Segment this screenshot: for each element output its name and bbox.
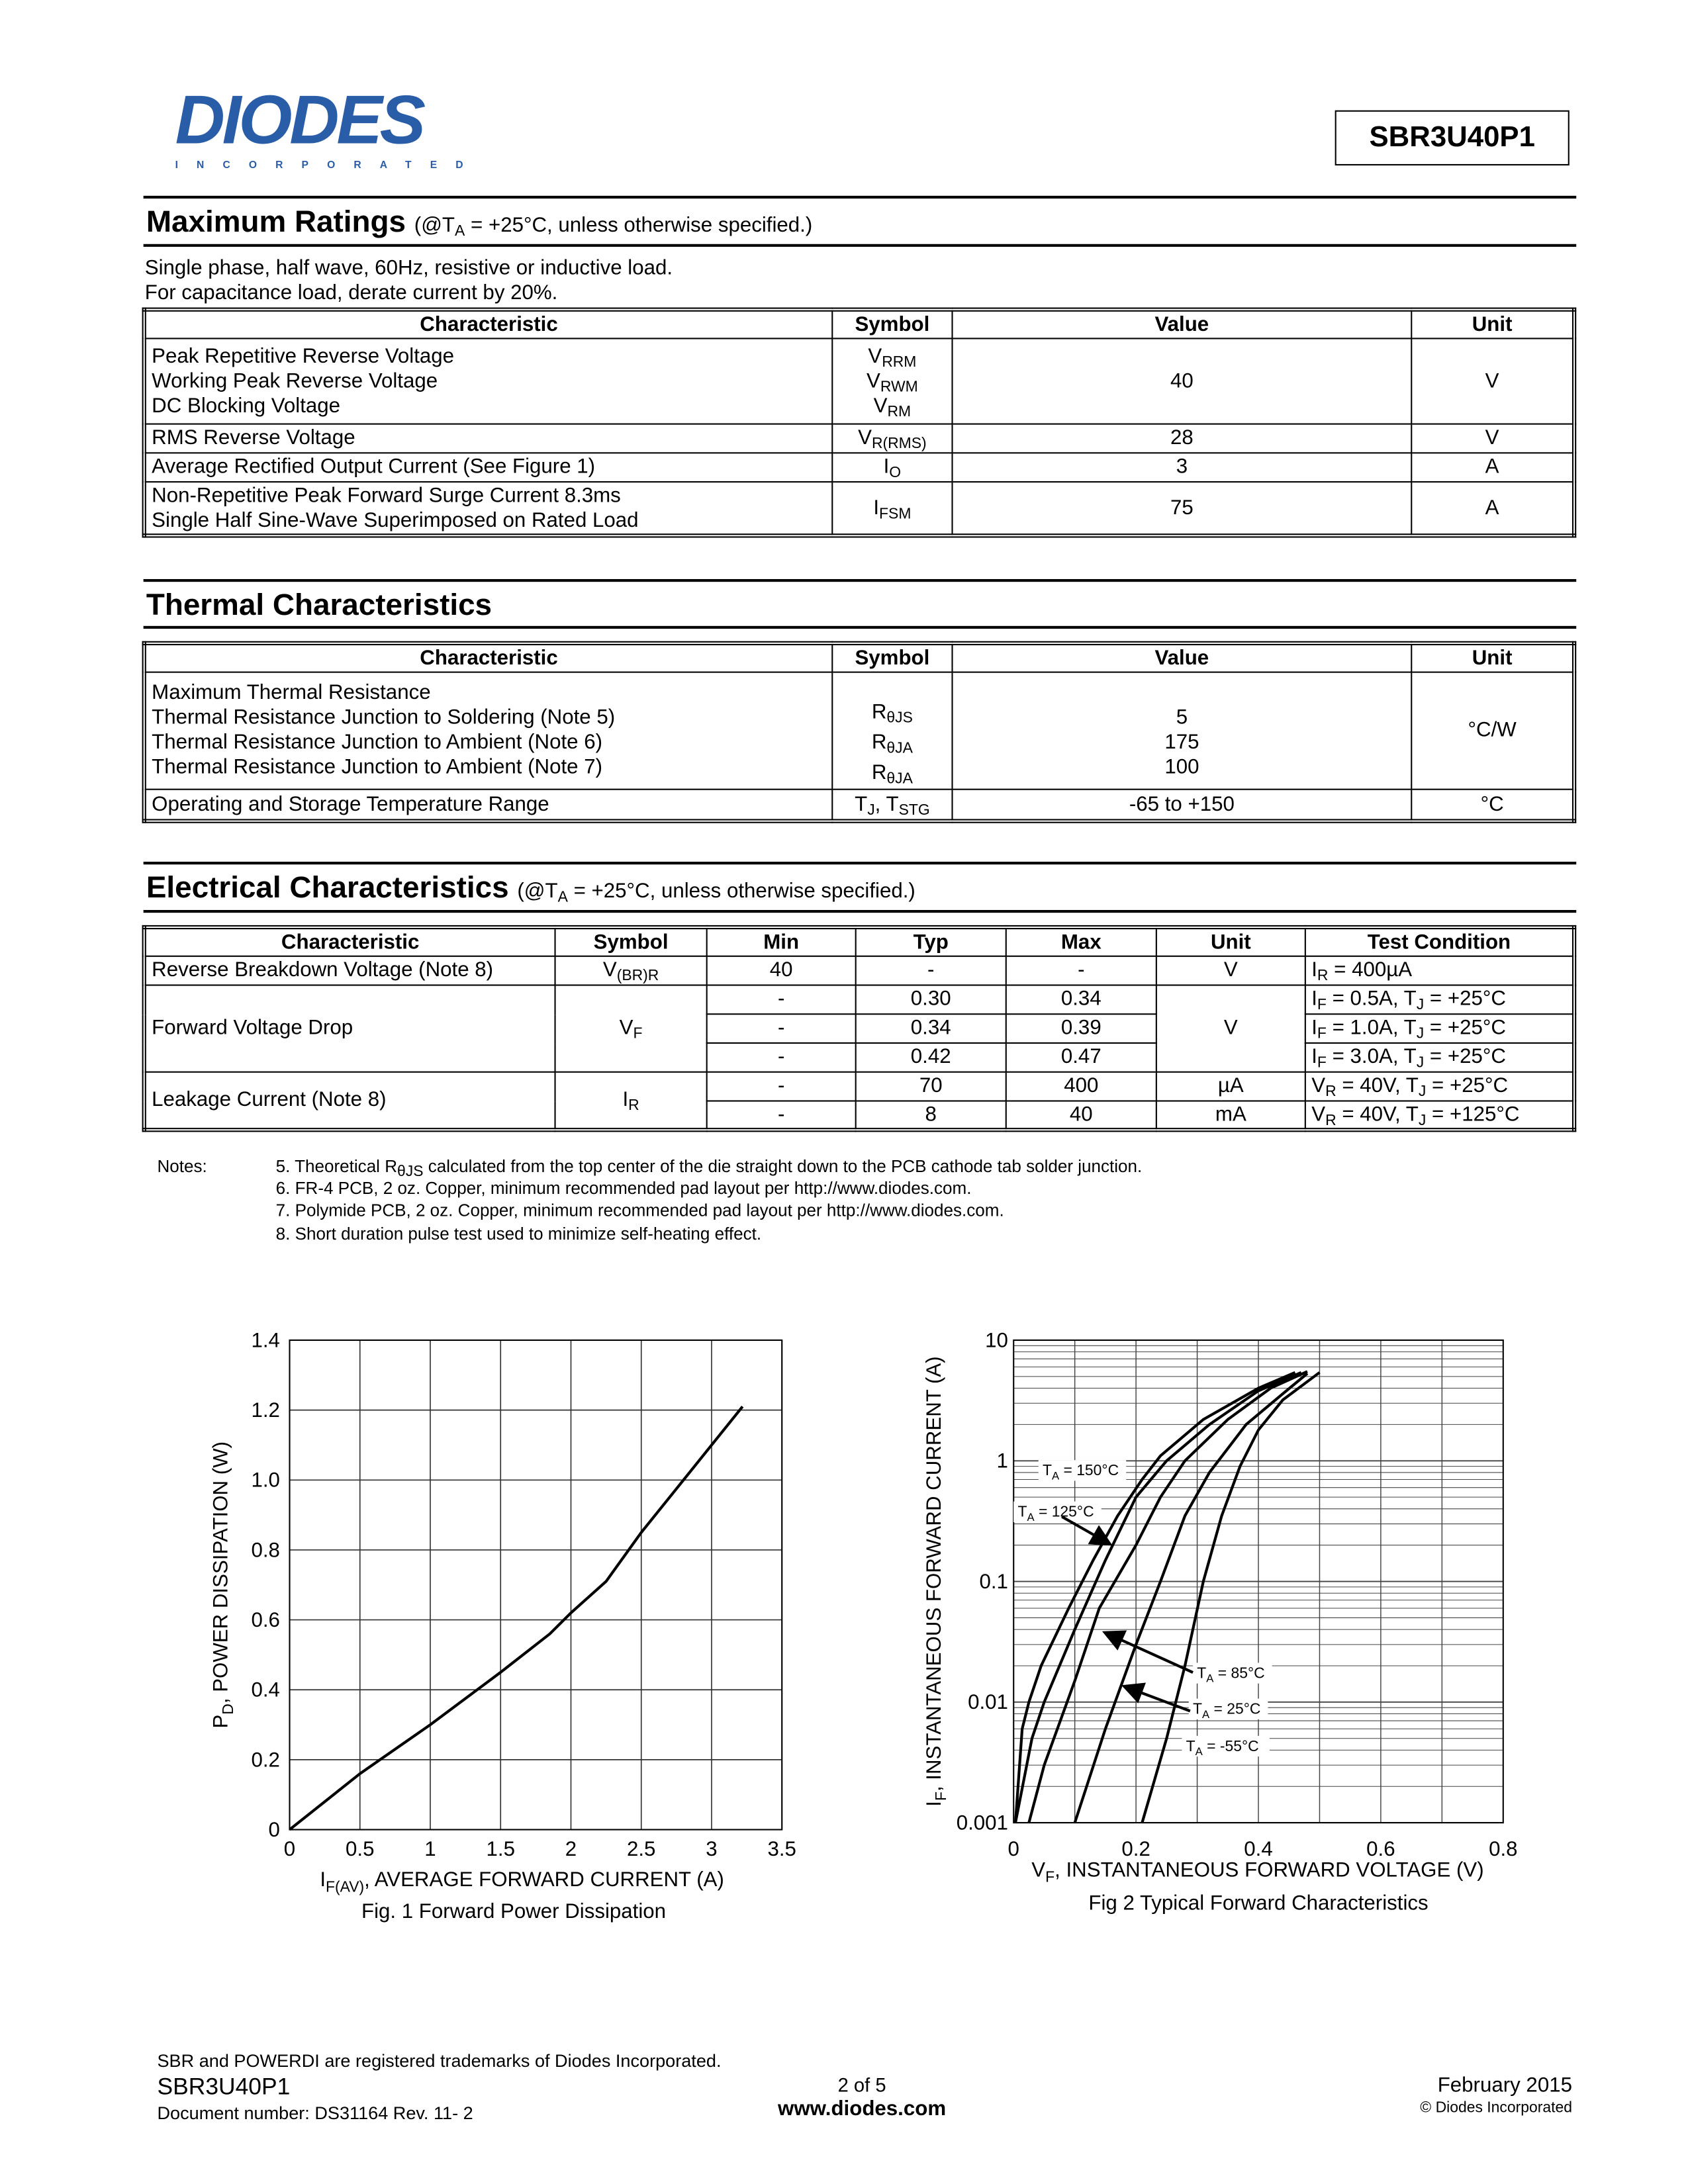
- sym: R: [871, 760, 887, 785]
- col-header: Symbol: [832, 643, 952, 672]
- footer-part: SBR3U40P1: [157, 2073, 291, 2100]
- divider: [144, 244, 1577, 247]
- divider: [144, 626, 1577, 629]
- note-text: 7. Polymide PCB, 2 oz. Copper, minimum recommended pad layout per http://www.diodes.com.: [275, 1201, 1004, 1221]
- col-header: Max: [1006, 927, 1156, 956]
- sym-sub: R: [628, 1097, 639, 1115]
- col-header: Unit: [1411, 643, 1574, 672]
- y-tick-label: 10: [985, 1328, 1008, 1352]
- sym-sub: θJA: [886, 770, 913, 788]
- footer-url-link[interactable]: www.diodes.com: [778, 2097, 947, 2121]
- fig1-power-dissipation-chart: [207, 1317, 827, 1937]
- unit-cell: °C: [1411, 790, 1574, 821]
- sym-sub: R: [1317, 968, 1329, 985]
- col-header: Unit: [1411, 310, 1574, 339]
- sub: J: [1418, 1083, 1427, 1101]
- x-tick-label: 3.5: [767, 1837, 796, 1861]
- col-header: Value: [953, 310, 1412, 339]
- characteristic-cell: [144, 338, 833, 424]
- x-tick-label: 0.5: [346, 1837, 375, 1861]
- unit-cell: V: [1411, 424, 1574, 453]
- diodes-logo: [175, 81, 482, 171]
- min-cell: -: [707, 1072, 856, 1101]
- max-cell: 0.39: [1006, 1014, 1156, 1043]
- x-tick-label: 3: [706, 1837, 718, 1861]
- symbol-cell: [555, 985, 707, 1072]
- y-tick-label: 0.1: [979, 1569, 1008, 1593]
- text: = 1.0A, T: [1326, 1016, 1417, 1040]
- note-sub: θJS: [397, 1163, 424, 1181]
- col-header: Min: [707, 927, 856, 956]
- section-title-electrical: [146, 870, 915, 906]
- sym-sub: (BR)R: [616, 968, 659, 985]
- sym-sub: R(RMS): [871, 435, 927, 453]
- table-row: [144, 338, 1574, 424]
- col-header: Test Condition: [1305, 927, 1574, 956]
- divider: [144, 910, 1577, 913]
- table-header-row: [144, 927, 1574, 956]
- typ-cell: 0.34: [856, 1014, 1006, 1043]
- symbol-cell: [832, 482, 952, 535]
- sym-sub: R: [1325, 1112, 1336, 1129]
- note-line: Single phase, half wave, 60Hz, resistive or inductive load.: [144, 256, 673, 280]
- value-cell: [953, 672, 1412, 790]
- y-axis-label: $P_D$, POWER DISSIPATION (W): [209, 1441, 237, 1729]
- footer-date: February 2015: [1437, 2073, 1572, 2097]
- sym-sub: FSM: [879, 505, 912, 522]
- text: = 400µA: [1328, 958, 1413, 982]
- sym: I: [1311, 987, 1317, 1011]
- text: = 0.5A, T: [1326, 987, 1417, 1011]
- sym: I: [1311, 1045, 1317, 1069]
- text: = 40V, T: [1336, 1102, 1419, 1126]
- electrical-table: [142, 925, 1577, 1132]
- value-cell: 3: [953, 453, 1412, 482]
- sym: I: [1311, 1016, 1317, 1040]
- note-item: [275, 1156, 1143, 1181]
- section-title-max-ratings: [146, 204, 812, 240]
- table-row: [144, 453, 1574, 482]
- x-axis-label: $I_{F(AV)}$, AVERAGE FORWARD CURRENT (A): [320, 1867, 724, 1895]
- y-tick-label: 1.2: [251, 1398, 280, 1422]
- notes-list: [276, 1156, 1143, 1245]
- note-text: 6. FR-4 PCB, 2 oz. Copper, minimum recommended pad layout per http://www.diodes.com.: [275, 1179, 972, 1199]
- trademark-note: SBR and POWERDI are registered trademarks of Diodes Incorporated.: [157, 2050, 722, 2071]
- sym: V: [602, 958, 617, 982]
- typ-cell: 70: [856, 1072, 1006, 1101]
- characteristic-cell: [144, 672, 833, 790]
- col-header: Unit: [1156, 927, 1305, 956]
- figure-caption: Fig 2 Typical Forward Characteristics: [1088, 1891, 1429, 1915]
- max-cell: 0.34: [1006, 985, 1156, 1015]
- x-tick-label: 0.4: [1244, 1837, 1273, 1861]
- max-cell: 0.47: [1006, 1043, 1156, 1072]
- table-row: [144, 482, 1574, 535]
- text: Thermal Resistance Junction to Soldering (Note 5): [152, 705, 616, 730]
- characteristic-cell: [144, 482, 833, 535]
- figure-caption: Fig. 1 Forward Power Dissipation: [361, 1899, 667, 1923]
- text: Thermal Resistance Junction to Ambient (Note 7): [152, 755, 603, 780]
- thermal-table: [142, 641, 1577, 823]
- note-text: calculated from the top center of the die straight down to the PCB cathode tab solder junction.: [423, 1156, 1143, 1177]
- test-condition-cell: [1305, 1101, 1574, 1130]
- footer-page: 2 of 5: [837, 2073, 886, 2096]
- sym-sub: RWM: [880, 378, 918, 395]
- min-cell: -: [707, 985, 856, 1015]
- sym-sub: F: [1317, 997, 1327, 1014]
- col-header: Characteristic: [144, 643, 833, 672]
- value: 5: [1176, 705, 1188, 730]
- text: Working Peak Reverse Voltage: [152, 369, 438, 392]
- x-tick-label: 0: [1008, 1837, 1019, 1861]
- x-tick-label: 0.2: [1121, 1837, 1150, 1861]
- series-label: $T_A = 85^\circ C$: [1197, 1664, 1265, 1685]
- y-tick-label: 0.2: [251, 1748, 280, 1772]
- sym: V: [867, 369, 880, 392]
- sym-sub: RRM: [882, 353, 917, 371]
- unit-cell: µA: [1156, 1072, 1305, 1101]
- arrow-icon: [1105, 1633, 1193, 1672]
- table-header-row: [144, 310, 1574, 339]
- characteristic-cell: Reverse Breakdown Voltage (Note 8): [144, 956, 555, 985]
- y-tick-label: 0: [268, 1817, 280, 1841]
- text: = +25°C: [1426, 1073, 1509, 1098]
- symbol-cell: [832, 338, 952, 424]
- y-tick-label: 1: [996, 1449, 1008, 1473]
- series-line-pd: [289, 1406, 742, 1829]
- max-cell: 400: [1006, 1072, 1156, 1101]
- x-tick-label: 0.6: [1366, 1837, 1395, 1861]
- table-row: [144, 672, 1574, 790]
- series-label: $T_A = 125^\circ C$: [1017, 1502, 1094, 1524]
- note-item: [276, 1200, 1143, 1222]
- sym: V: [873, 393, 888, 418]
- sym: V: [1311, 1073, 1326, 1098]
- divider: [144, 862, 1577, 864]
- col-header: Symbol: [832, 310, 952, 339]
- sym: I: [622, 1087, 629, 1112]
- y-tick-label: 0.01: [968, 1690, 1008, 1714]
- test-condition-cell: [1305, 1014, 1574, 1043]
- cond-pre: (@T: [517, 880, 558, 903]
- y-tick-label: 1.4: [251, 1328, 280, 1352]
- text: = +25°C: [1424, 987, 1506, 1011]
- value-cell: 75: [953, 482, 1412, 535]
- note-line: For capacitance load, derate current by 20%.: [144, 281, 558, 305]
- max-cell: -: [1006, 956, 1156, 985]
- typ-cell: 8: [856, 1101, 1006, 1130]
- x-tick-label: 0: [283, 1837, 296, 1861]
- typ-cell: 0.42: [856, 1043, 1006, 1072]
- text: = 3.0A, T: [1326, 1045, 1417, 1069]
- sym: , T: [874, 792, 899, 816]
- x-tick-label: 1.5: [486, 1837, 515, 1861]
- plot-frame: [289, 1340, 782, 1830]
- y-tick-label: 0.4: [251, 1678, 280, 1702]
- sym: V: [1311, 1102, 1326, 1126]
- note-item: [276, 1222, 1143, 1245]
- typ-cell: -: [856, 956, 1006, 985]
- unit-cell: V: [1411, 338, 1574, 424]
- test-condition-cell: [1305, 985, 1574, 1015]
- sym-sub: R: [1325, 1083, 1336, 1101]
- unit-cell: °C/W: [1411, 672, 1574, 790]
- min-cell: 40: [707, 956, 856, 985]
- logo-subtext: INCORPORATED: [175, 158, 482, 171]
- condition: [414, 213, 813, 240]
- cond-post: = +25°C, unless otherwise specified.): [465, 213, 813, 238]
- test-condition-cell: [1305, 1043, 1574, 1072]
- value-cell: 40: [953, 338, 1412, 424]
- table-row: [144, 985, 1574, 1015]
- symbol-cell: [555, 1072, 707, 1130]
- series-label: $T_A = 25^\circ C$: [1193, 1700, 1261, 1721]
- part-number-box: SBR3U40P1: [1335, 111, 1570, 165]
- sym: I: [1311, 958, 1317, 982]
- text: = +25°C: [1424, 1016, 1506, 1040]
- divider: [144, 579, 1577, 582]
- min-cell: -: [707, 1101, 856, 1130]
- characteristic-cell: RMS Reverse Voltage: [144, 424, 833, 453]
- sub: J: [1416, 997, 1425, 1014]
- symbol-cell: [832, 790, 952, 821]
- cond-post: = +25°C, unless otherwise specified.): [567, 880, 915, 903]
- sym-sub: RM: [887, 403, 912, 420]
- x-tick-label: 2.5: [627, 1837, 656, 1861]
- note-text: 8. Short duration pulse test used to minimize self-heating effect.: [275, 1224, 762, 1244]
- sym-sub: F: [1317, 1054, 1327, 1071]
- sym: R: [871, 700, 887, 724]
- test-condition-cell: [1305, 1072, 1574, 1101]
- value-cell: -65 to +150: [953, 790, 1412, 821]
- sym: V: [868, 343, 882, 368]
- x-tick-label: 2: [565, 1837, 577, 1861]
- col-header: Characteristic: [144, 310, 833, 339]
- sym: V: [619, 1016, 633, 1040]
- symbol-cell: [832, 672, 952, 790]
- table-row: [144, 1072, 1574, 1101]
- unit-cell: V: [1156, 956, 1305, 985]
- y-tick-label: 0.8: [251, 1538, 280, 1562]
- sym-sub: θJA: [886, 740, 913, 757]
- sub: J: [1416, 1025, 1425, 1042]
- sub: J: [1416, 1054, 1425, 1071]
- min-cell: -: [707, 1014, 856, 1043]
- sym: I: [883, 455, 890, 478]
- symbol-cell: [555, 956, 707, 985]
- text: Single Half Sine-Wave Superimposed on Rated Load: [152, 508, 639, 532]
- max-cell: 40: [1006, 1101, 1156, 1130]
- x-tick-label: 1: [424, 1837, 436, 1861]
- unit-cell: mA: [1156, 1101, 1305, 1130]
- title-text: Maximum Ratings: [146, 204, 406, 239]
- unit-cell: V: [1156, 985, 1305, 1072]
- logo-text: DIODES: [175, 81, 423, 159]
- sym-sub: F: [1317, 1025, 1327, 1042]
- divider: [144, 196, 1577, 199]
- text: Non-Repetitive Peak Forward Surge Current 8.3ms: [152, 483, 621, 507]
- text: = 40V, T: [1336, 1073, 1419, 1098]
- series-label: $T_A = -55^\circ C$: [1186, 1737, 1259, 1758]
- sym-sub: O: [889, 465, 902, 482]
- notes-label: Notes:: [157, 1156, 207, 1177]
- note-text: 5. Theoretical R: [275, 1156, 398, 1177]
- sym-sub: STG: [898, 801, 930, 819]
- sym: R: [871, 731, 887, 754]
- table-row: [144, 790, 1574, 821]
- footer-copyright: © Diodes Incorporated: [1420, 2099, 1572, 2116]
- text: Peak Repetitive Reverse Voltage: [152, 343, 455, 368]
- value-cell: 28: [953, 424, 1412, 453]
- x-tick-label: 0.8: [1489, 1837, 1518, 1861]
- text: = +125°C: [1426, 1102, 1520, 1126]
- note-item: [276, 1178, 1143, 1201]
- cond-sub: A: [455, 223, 465, 240]
- value: 175: [1164, 731, 1199, 754]
- sym: V: [858, 426, 872, 450]
- load-note: [145, 256, 673, 306]
- cond-pre: (@T: [414, 213, 455, 238]
- fig2-forward-characteristics-chart: [910, 1317, 1544, 1937]
- y-tick-label: 0.6: [251, 1608, 280, 1631]
- title-text: Electrical Characteristics: [146, 870, 509, 905]
- unit-cell: A: [1411, 482, 1574, 535]
- sym-sub: J: [867, 801, 875, 819]
- sym-sub: θJS: [886, 709, 913, 727]
- text: Thermal Resistance Junction to Ambient (Note 6): [152, 731, 603, 754]
- condition: [517, 880, 915, 906]
- characteristic-cell: Operating and Storage Temperature Range: [144, 790, 833, 821]
- test-condition-cell: [1305, 956, 1574, 985]
- text: DC Blocking Voltage: [152, 393, 341, 418]
- y-tick-label: 1.0: [251, 1468, 280, 1492]
- col-header: Characteristic: [144, 927, 555, 956]
- series-label: $T_A = 150^\circ C$: [1042, 1461, 1119, 1482]
- y-axis-label: $I_F$, INSTANTANEOUS FORWARD CURRENT (A): [921, 1356, 950, 1807]
- characteristic-cell: Leakage Current (Note 8): [144, 1072, 555, 1130]
- cond-sub: A: [557, 889, 568, 906]
- x-axis-label: $V_F$, INSTANTANEOUS FORWARD VOLTAGE (V): [1031, 1858, 1484, 1886]
- section-title-thermal: Thermal Characteristics: [146, 587, 492, 622]
- table-row: [144, 956, 1574, 985]
- unit-cell: A: [1411, 453, 1574, 482]
- sym-sub: F: [633, 1025, 643, 1042]
- col-header: Symbol: [555, 927, 707, 956]
- text: = +25°C: [1424, 1045, 1506, 1069]
- characteristic-cell: Forward Voltage Drop: [144, 985, 555, 1072]
- text: Maximum Thermal Resistance: [152, 681, 431, 705]
- table-row: [144, 424, 1574, 453]
- min-cell: -: [707, 1043, 856, 1072]
- symbol-cell: [832, 453, 952, 482]
- col-header: Typ: [856, 927, 1006, 956]
- y-tick-label: 0.001: [956, 1811, 1008, 1835]
- sym: I: [873, 495, 880, 520]
- max-ratings-table: [142, 308, 1577, 538]
- table-header-row: [144, 643, 1574, 672]
- characteristic-cell: Average Rectified Output Current (See Figure 1): [144, 453, 833, 482]
- value: 100: [1164, 755, 1199, 780]
- col-header: Value: [953, 643, 1412, 672]
- sym: T: [855, 792, 868, 816]
- typ-cell: 0.30: [856, 985, 1006, 1015]
- footer-docnum: Document number: DS31164 Rev. 11- 2: [157, 2103, 473, 2124]
- symbol-cell: [832, 424, 952, 453]
- sub: J: [1418, 1112, 1427, 1129]
